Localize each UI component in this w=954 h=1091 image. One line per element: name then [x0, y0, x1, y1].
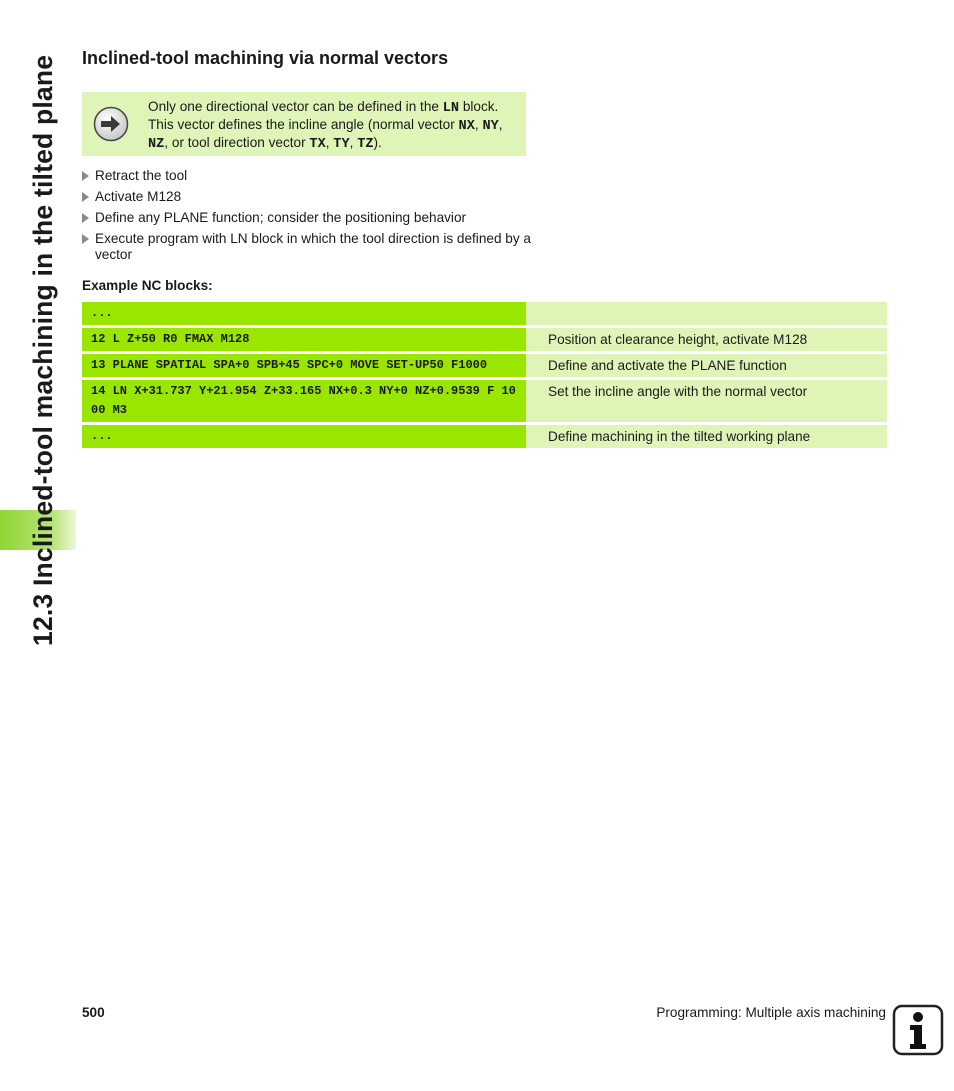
- note-text-fragment: Only one directional vector can be defined in the: [148, 99, 443, 114]
- footer-chapter-title: Programming: Multiple axis machining: [656, 1005, 886, 1020]
- note-box: [82, 92, 526, 156]
- example-label: Example NC blocks:: [82, 278, 213, 293]
- code-term: LN: [442, 101, 460, 116]
- step-text: Retract the tool: [95, 168, 188, 183]
- nc-description-cell: Set the incline angle with the normal vector: [526, 380, 887, 422]
- side-chapter-title: 12.3 Inclined-tool machining in the tilted plane: [28, 54, 58, 646]
- code-term: NY: [482, 119, 499, 135]
- nc-code-cell: 14 LN X+31.737 Y+21.954 Z+33.165 NX+0.3 NY+0 NZ+0.9539 F 1000 M3: [82, 380, 526, 422]
- triangle-bullet-icon: [82, 171, 89, 181]
- code-term: TY: [333, 137, 350, 153]
- nc-block-row: [82, 425, 887, 448]
- nc-description-cell: Define and activate the PLANE function: [526, 354, 887, 377]
- note-text: [148, 99, 520, 154]
- step-text: Activate M128: [95, 189, 182, 204]
- nc-code-cell: 12 L Z+50 R0 FMAX M128: [82, 328, 526, 351]
- nc-description-cell: Position at clearance height, activate M128: [526, 328, 887, 351]
- code-term: TX: [309, 137, 326, 153]
- note-text-fragment: ,: [474, 117, 483, 133]
- step-item: [82, 231, 532, 263]
- nc-description-cell: [526, 302, 887, 325]
- step-item: [82, 210, 532, 226]
- info-icon: [892, 1004, 944, 1056]
- page-number: 500: [82, 1005, 105, 1020]
- step-item: [82, 189, 532, 205]
- note-text-fragment: , or tool direction vector: [164, 135, 310, 151]
- nc-block-row: [82, 302, 887, 325]
- code-term: NZ: [148, 137, 165, 153]
- triangle-bullet-icon: [82, 213, 89, 223]
- note-text-fragment: ,: [498, 117, 503, 133]
- nc-code-cell: ...: [82, 302, 526, 325]
- code-term: NX: [458, 119, 475, 135]
- nc-block-row: [82, 328, 887, 351]
- triangle-bullet-icon: [82, 234, 89, 244]
- nc-block-row: [82, 380, 887, 422]
- section-heading: Inclined-tool machining via normal vectors: [82, 48, 449, 68]
- nc-code-cell: 13 PLANE SPATIAL SPA+0 SPB+45 SPC+0 MOVE SET-UP50 F1000: [82, 354, 526, 377]
- note-text-fragment: ,: [349, 135, 358, 151]
- step-text: Define any PLANE function; consider the positioning behavior: [95, 210, 467, 225]
- arrow-right-icon: [93, 106, 129, 142]
- note-text-fragment: ,: [325, 135, 334, 151]
- step-list: [82, 168, 532, 268]
- step-text: Execute program with LN block in which the tool direction is defined by a vector: [95, 231, 531, 262]
- code-term: TZ: [357, 137, 374, 153]
- nc-block-row: [82, 354, 887, 377]
- triangle-bullet-icon: [82, 192, 89, 202]
- step-item: [82, 168, 532, 184]
- nc-code-cell: ...: [82, 425, 526, 448]
- note-text-fragment: ).: [373, 135, 382, 151]
- note-text-fragment: block. This vector defines the incline angle (normal vector: [148, 99, 499, 133]
- nc-description-cell: Define machining in the tilted working plane: [526, 425, 887, 448]
- nc-block-table: [82, 302, 887, 451]
